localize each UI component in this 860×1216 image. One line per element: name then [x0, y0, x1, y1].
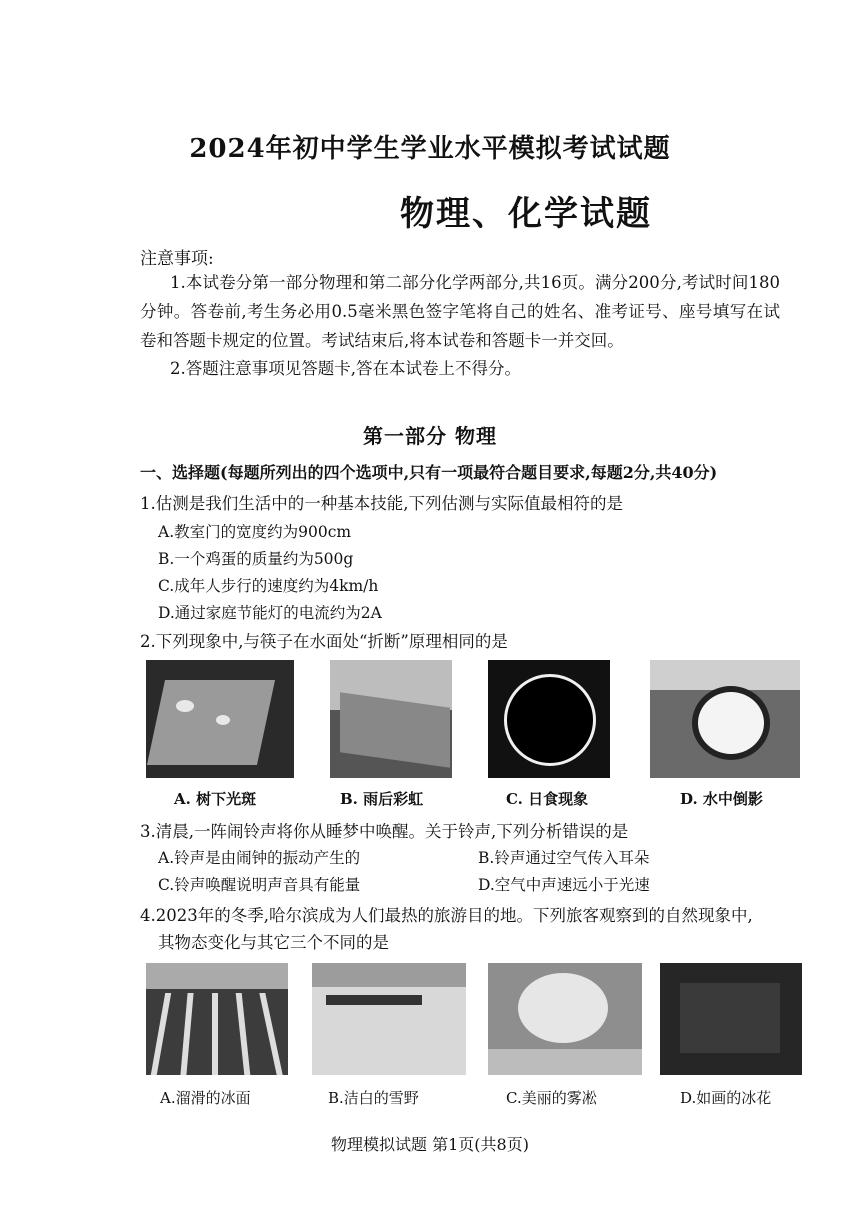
question-3-option-d: D.空气中声速远小于光速: [478, 876, 650, 894]
note-item-1: [140, 268, 780, 355]
question-1-option-c: C.成年人步行的速度约为4km/h: [158, 577, 379, 595]
question-2-option-d: D. 水中倒影: [680, 790, 763, 808]
question-4-stem-line-1: 4.2023年的冬季,哈尔滨成为人们最热的旅游目的地。下列旅客观察到的自然现象中,: [140, 906, 753, 925]
subject-title: 物理、化学试题: [400, 194, 652, 234]
section-heading: 一、选择题(每题所列出的四个选项中,只有一项最符合题目要求,每题2分,共40分): [140, 463, 718, 482]
image-reflection-in-water: [650, 660, 800, 778]
question-3-option-a: A.铃声是由闹钟的振动产生的: [158, 849, 361, 867]
question-1-option-d: D.通过家庭节能灯的电流约为2A: [158, 604, 382, 622]
question-1-stem: 1.估测是我们生活中的一种基本技能,下列估测与实际值最相符的是: [140, 494, 623, 513]
image-rainbow-after-rain: [330, 660, 452, 778]
question-1-option-a: A.教室门的宽度约为900cm: [158, 523, 352, 541]
note-item-1-text: 1.本试卷分第一部分物理和第二部分化学两部分,共16页。满分200分,考试时间180分钟。答卷前,考生务必用0.5毫米黑色签字笔将自己的姓名、准考证号、座号填写在试卷和答题卡规定的位置。考试结束后,将本试卷和答题卡一并交回。: [140, 273, 780, 350]
image-solar-eclipse: [488, 660, 610, 778]
question-2-option-b: B. 雨后彩虹: [340, 790, 424, 808]
image-slippery-ice: [146, 963, 288, 1075]
question-4-option-b: B.洁白的雪野: [328, 1089, 419, 1107]
notes-heading: 注意事项:: [140, 249, 214, 269]
part-title: 第一部分 物理: [363, 424, 497, 448]
question-4-option-d: D.如画的冰花: [680, 1089, 772, 1107]
question-2-option-a: A. 树下光斑: [174, 790, 257, 808]
question-4-option-a: A.溜滑的冰面: [160, 1089, 251, 1107]
page-footer: 物理模拟试题 第1页(共8页): [331, 1135, 529, 1154]
question-2-stem: 2.下列现象中,与筷子在水面处“折断”原理相同的是: [140, 632, 508, 651]
image-ice-flowers: [660, 963, 802, 1075]
question-3-option-b: B.铃声通过空气传入耳朵: [478, 849, 650, 867]
image-rime: [488, 963, 642, 1075]
question-1-option-b: B.一个鸡蛋的质量约为500g: [158, 550, 354, 568]
question-3-option-c: C.铃声唤醒说明声音具有能量: [158, 876, 361, 894]
note-item-2-text: 2.答题注意事项见答题卡,答在本试卷上不得分。: [170, 359, 521, 378]
image-tree-light-spots: [146, 660, 294, 778]
question-4-option-c: C.美丽的雾凇: [506, 1089, 597, 1107]
question-3-stem: 3.清晨,一阵闹铃声将你从睡梦中唤醒。关于铃声,下列分析错误的是: [140, 822, 629, 841]
note-item-2: [140, 354, 780, 383]
exam-title: 2024年初中学生学业水平模拟考试试题: [189, 134, 671, 164]
question-4-stem-line-2: 其物态变化与其它三个不同的是: [158, 933, 389, 952]
image-snowfield: [312, 963, 466, 1075]
question-2-option-c: C. 日食现象: [506, 790, 589, 808]
